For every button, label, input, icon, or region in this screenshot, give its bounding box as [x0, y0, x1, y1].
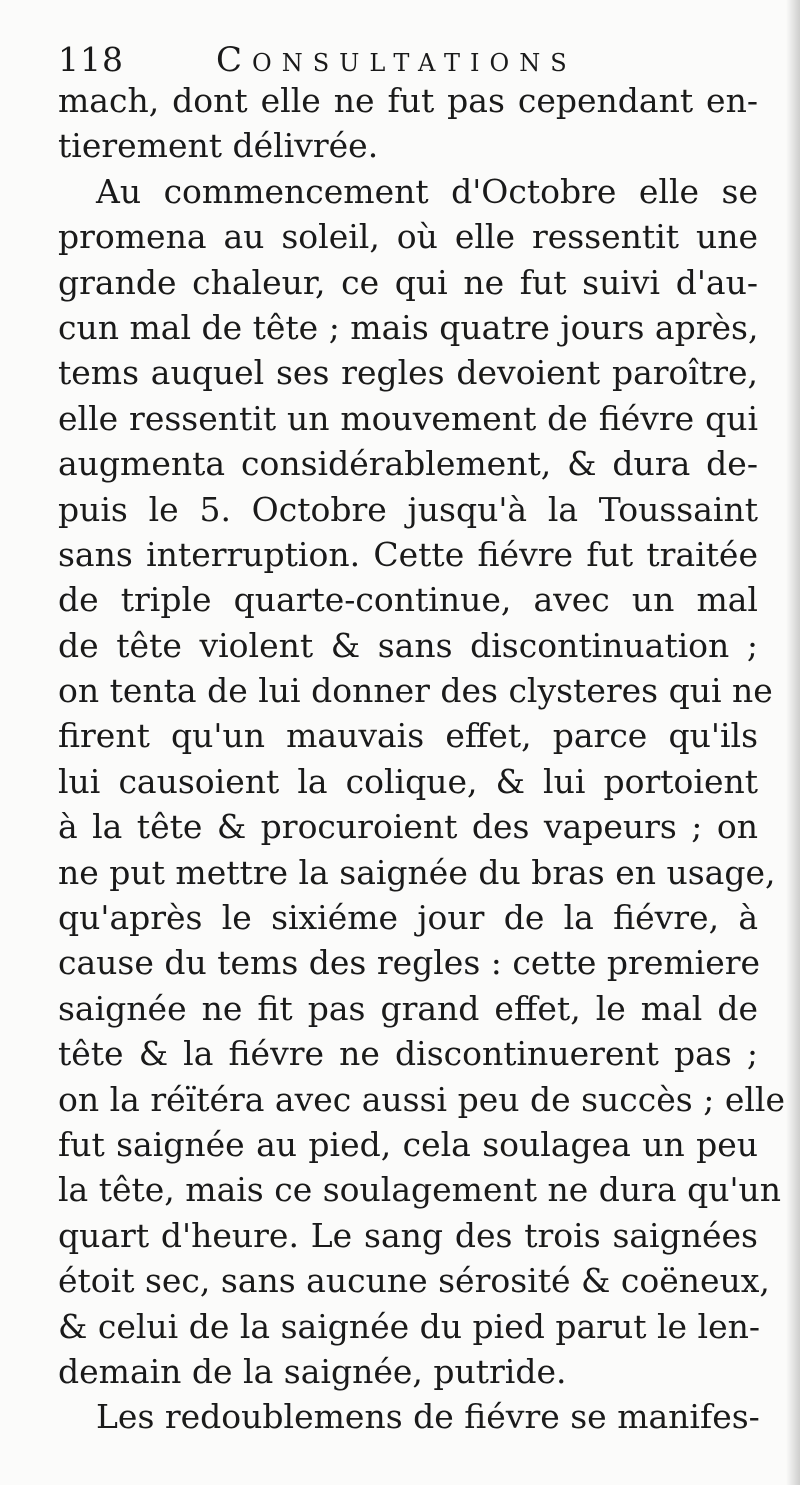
text-line: sans interruption. Cette fiévre fut traitée [58, 534, 758, 574]
gutter-shadow [786, 0, 800, 1485]
text-line: on la réïtéra avec aussi peu de succès ; elle [58, 1079, 785, 1119]
text-line: Les redoublemens de fiévre se manifes- [96, 1397, 760, 1437]
text-line: mach, dont elle ne fut pas cependant en- [58, 81, 758, 120]
body-text [58, 78, 785, 1440]
text-line: quart d'heure. Le sang des trois saignées [58, 1215, 758, 1255]
text-line: saignée ne fit pas grand effet, le mal de [58, 988, 758, 1028]
text-line: tête & la fiévre ne discontinuerent pas ; [58, 1034, 758, 1074]
text-line: fut saignée au pied, cela soulagea un peu [58, 1124, 758, 1164]
text-line: étoit sec, sans aucune sérosité & coëneux, [58, 1261, 770, 1301]
text-line: à la tête & procuroient des vapeurs ; on [58, 807, 758, 847]
text-line: grande chaleur, ce qui ne fut suivi d'au- [58, 262, 758, 302]
text-line: firent qu'un mauvais effet, parce qu'ils [58, 716, 758, 756]
text-line: qu'après le sixiéme jour de la fiévre, à [58, 898, 758, 938]
text-line: lui causoient la colique, & lui portoient [58, 761, 758, 801]
text-line: tierement délivrée. [58, 126, 379, 166]
text-line: augmenta considérablement, & dura de- [58, 444, 758, 484]
text-line: ne put mettre la saignée du bras en usage, [58, 852, 776, 892]
text-line: cause du tems des regles : cette premiere [58, 943, 761, 983]
running-head [58, 36, 758, 84]
text-line: puis le 5. Octobre jusqu'à la Toussaint [58, 489, 758, 529]
text-line: de triple quarte-continue, avec un mal [58, 580, 758, 620]
text-line: cun mal de tête ; mais quatre jours après, [58, 307, 759, 347]
page-number: 118 [58, 40, 124, 79]
text-line: demain de la saignée, putride. [58, 1351, 567, 1391]
text-line: la tête, mais ce soulagement ne dura qu'un [58, 1170, 782, 1210]
text-line: on tenta de lui donner des clysteres qui ne [58, 671, 773, 711]
text-line: promena au soleil, où elle ressentit une [58, 217, 758, 257]
text-line: Au commencement d'Octobre elle se [96, 171, 758, 211]
text-line: de tête violent & sans discontinuation ; [58, 625, 758, 665]
text-line: elle ressentit un mouvement de fiévre qui [58, 398, 758, 438]
text-line: tems auquel ses regles devoient paroître, [58, 353, 758, 393]
running-title: Consultations [216, 40, 577, 80]
text-line: & celui de la saignée du pied parut le len- [58, 1306, 761, 1346]
